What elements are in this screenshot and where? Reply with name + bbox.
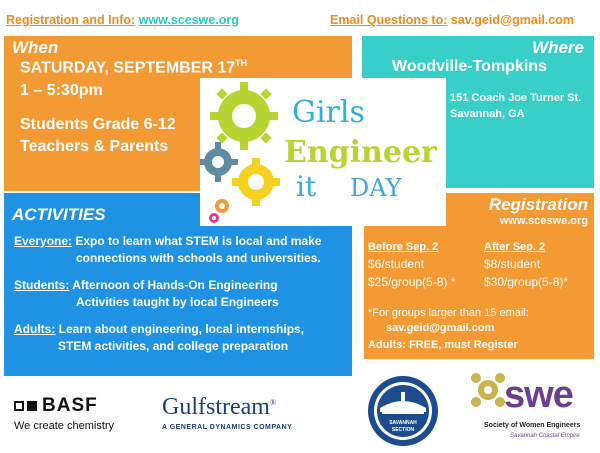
logo-word-engineer: Engineer bbox=[284, 135, 437, 170]
registration-link[interactable]: www.sceswe.org bbox=[138, 13, 239, 27]
activity-label-students: Students: bbox=[14, 278, 70, 292]
aiaa-line1: SAVANNAH bbox=[389, 420, 417, 426]
activity-text-adults-2: STEM activities, and college preparation bbox=[58, 339, 289, 353]
gear-icon-orange bbox=[215, 199, 229, 213]
logo-word-it: it bbox=[296, 170, 317, 203]
swe-line1: Society of Women Engineers bbox=[484, 422, 581, 429]
registration-title: Registration bbox=[488, 195, 588, 214]
aiaa-line2: SECTION bbox=[391, 427, 415, 433]
sponsor-logos bbox=[0, 372, 600, 450]
swe-name: swe bbox=[504, 374, 573, 416]
basf-logo bbox=[14, 395, 124, 442]
gulfstream-mark: ® bbox=[269, 398, 277, 407]
activity-item-everyone bbox=[14, 233, 321, 267]
venue-city: Savannah, GA bbox=[450, 108, 525, 120]
group-note: *For groups larger than 15 email: bbox=[368, 307, 529, 319]
activity-text-everyone-2: connections with schools and universities. bbox=[76, 251, 321, 265]
event-date-text: SATURDAY, SEPTEMBER 17 bbox=[20, 59, 236, 77]
gears-graphic bbox=[200, 78, 446, 226]
activity-label-adults: Adults: bbox=[14, 322, 56, 336]
gulfstream-tagline: A GENERAL DYNAMICS COMPANY bbox=[162, 424, 293, 431]
swe-logo bbox=[470, 372, 598, 450]
registration-url[interactable]: www.sceswe.org bbox=[499, 215, 588, 227]
activity-text-adults: Learn about engineering, local internships, bbox=[55, 322, 305, 336]
before-student-price: $6/student bbox=[368, 257, 425, 271]
swe-emblem-icon bbox=[470, 372, 506, 408]
after-deadline-label: After Sep. 2 bbox=[484, 241, 546, 253]
event-date bbox=[20, 58, 247, 77]
venue-name: Woodville-Tompkins bbox=[392, 58, 547, 75]
basf-square-icon bbox=[27, 401, 37, 411]
aiaa-logo bbox=[366, 374, 440, 448]
after-student-price: $8/student bbox=[484, 257, 541, 271]
after-group-price: $30/group(5-8)* bbox=[484, 275, 569, 289]
gear-icon-slate bbox=[200, 142, 238, 182]
aiaa-name: AIAA bbox=[389, 404, 417, 416]
gulfstream-name-text: Gulfstream bbox=[162, 394, 270, 420]
gear-icon-pink bbox=[209, 213, 219, 223]
basf-name: BASF bbox=[42, 395, 98, 416]
activity-item-students bbox=[14, 277, 279, 311]
activity-text-students: Afternoon of Hands-On Engineering bbox=[69, 278, 278, 292]
audience-students: Students Grade 6-12 bbox=[20, 116, 176, 133]
email-address[interactable]: sav.geid@gmail.com bbox=[450, 13, 574, 27]
swe-line2: Savannah Coastal Empire bbox=[510, 433, 580, 439]
activity-label-everyone: Everyone: bbox=[14, 234, 73, 248]
adults-note: Adults: FREE, must Register bbox=[368, 339, 518, 351]
group-email[interactable]: sav.geid@gmail.com bbox=[386, 322, 495, 334]
gulfstream-name bbox=[162, 394, 276, 421]
event-date-suffix: TH bbox=[235, 58, 248, 68]
activity-text-everyone: Expo to learn what STEM is local and make bbox=[72, 234, 322, 248]
logo-word-day: DAY bbox=[350, 174, 402, 202]
before-group-price: $25/group(5-8) * bbox=[368, 275, 456, 289]
email-label: Email Questions to: bbox=[330, 13, 448, 27]
venue-street: 151 Coach Joe Turner St. bbox=[450, 92, 582, 104]
gear-icon-lime bbox=[210, 82, 278, 150]
where-title: Where bbox=[532, 38, 584, 57]
event-logo bbox=[200, 78, 446, 226]
activity-item-adults bbox=[14, 321, 304, 355]
basf-square-icon bbox=[14, 401, 24, 411]
when-title: When bbox=[12, 38, 59, 57]
activities-title: ACTIVITIES bbox=[12, 205, 106, 224]
activity-text-students-2: Activities taught by local Engineers bbox=[76, 295, 279, 309]
registration-info bbox=[6, 13, 239, 27]
top-bar bbox=[0, 0, 600, 34]
audience-adults: Teachers & Parents bbox=[20, 138, 169, 155]
logo-word-girls: Girls bbox=[292, 95, 365, 130]
basf-tagline: We create chemistry bbox=[14, 420, 115, 432]
email-info bbox=[330, 13, 574, 27]
gulfstream-logo bbox=[162, 394, 322, 438]
event-time: 1 – 5:30pm bbox=[20, 82, 103, 99]
registration-info-label: Registration and Info: bbox=[6, 13, 136, 27]
before-deadline-label: Before Sep. 2 bbox=[368, 241, 439, 253]
gear-icon-yellow bbox=[232, 158, 280, 206]
